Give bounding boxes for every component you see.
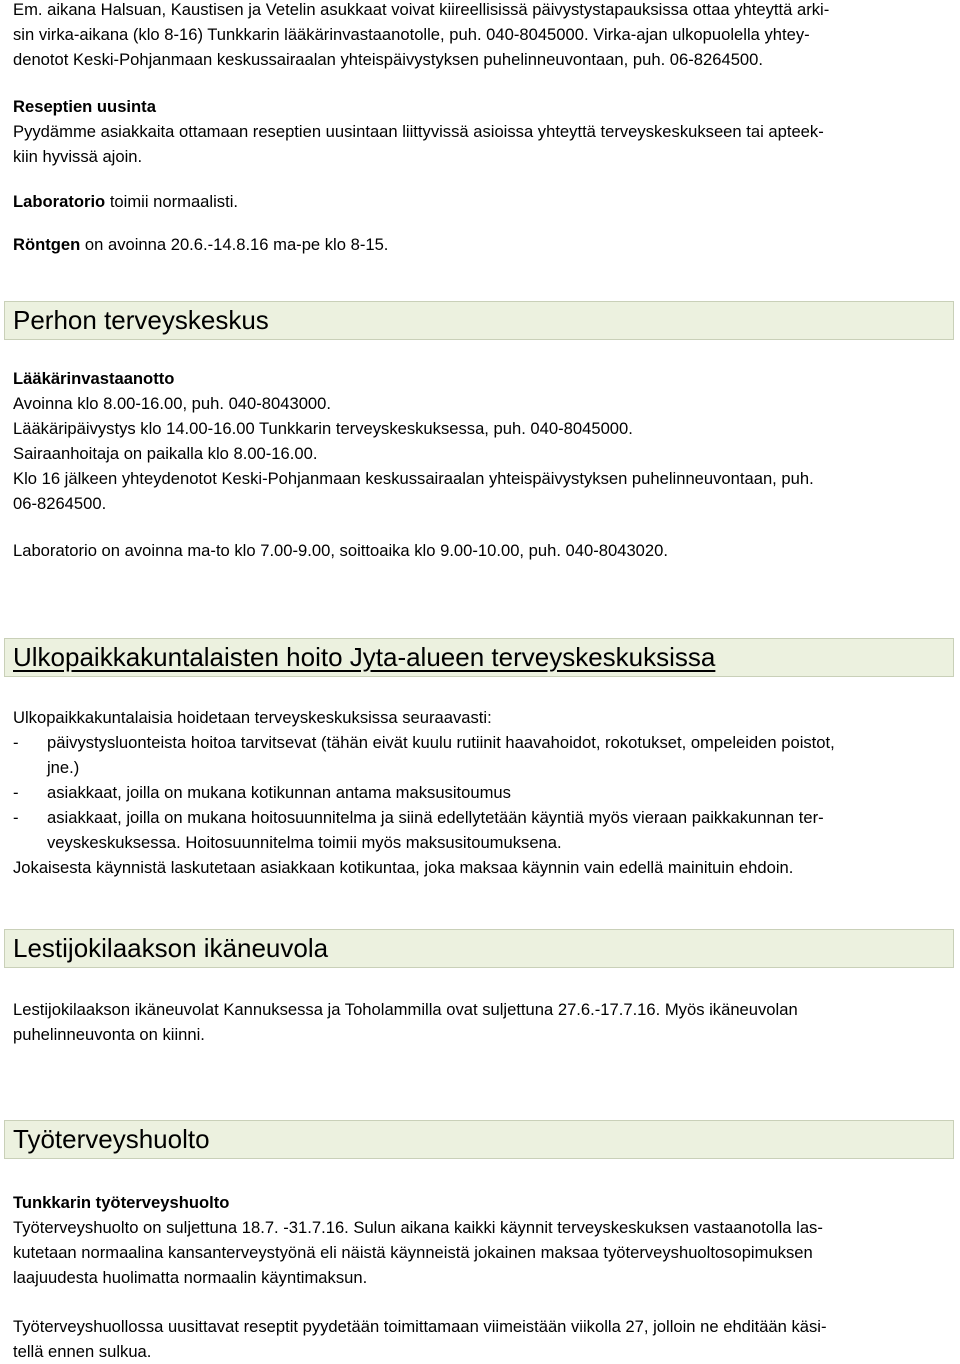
body-line: Lestijokilaakson ikäneuvolat Kannuksessa ja Toholammilla ovat suljettuna 27.6.-17.7.16. Myös ikäneuvolan xyxy=(13,1000,798,1019)
body-line: 06-8264500. xyxy=(13,494,107,513)
dash-bullet: - xyxy=(13,783,19,802)
occupational-health-section xyxy=(13,1190,943,1290)
dash-bullet: - xyxy=(13,808,19,827)
body-line: tellä ennen sulkua. xyxy=(13,1342,152,1361)
list-item xyxy=(13,730,943,780)
list-item-line: asiakkaat, joilla on mukana kotikunnan antama maksusitoumus xyxy=(47,783,511,802)
occupational-health-prescriptions xyxy=(13,1314,943,1364)
body-line: laajuudesta huolimatta normaalin käyntimaksun. xyxy=(13,1268,368,1287)
body-line: kutetaan normaalina kansanterveystyönä eli näistä käynneistä jokainen maksaa työterveyshuoltosopimuksen xyxy=(13,1243,813,1262)
section-title: Työterveyshuolto xyxy=(13,1124,210,1154)
laboratory-label: Laboratorio xyxy=(13,192,106,211)
body-line: Avoinna klo 8.00-16.00, puh. 040-8043000. xyxy=(13,394,331,413)
list-item-line: veyskeskuksessa. Hoitosuunnitelma toimii myös maksusitoumuksena. xyxy=(47,833,562,852)
dash-bullet: - xyxy=(13,733,19,752)
perho-health-center-section xyxy=(13,366,943,516)
list-item-line: jne.) xyxy=(47,758,80,777)
section-subheading: Lääkärinvastaanotto xyxy=(13,369,175,388)
section-header-box xyxy=(4,638,954,677)
laboratory-note xyxy=(13,189,943,214)
body-line: Lääkäripäivystys klo 14.00-16.00 Tunkkarin terveyskeskuksessa, puh. 040-8045000. xyxy=(13,419,633,438)
intro-line: denotot Keski-Pohjanmaan keskussairaalan yhteispäivystyksen puhelinneuvontaan, puh. 06-8264500. xyxy=(13,50,763,69)
section-title: Perhon terveyskeskus xyxy=(13,305,269,335)
body-line: Työterveyshuolto on suljettuna 18.7. -31.7.16. Sulun aikana kaikki käynnit terveyskeskuksen vastaanotolla las- xyxy=(13,1218,823,1237)
section-subheading: Tunkkarin työterveyshuolto xyxy=(13,1193,230,1212)
body-line: Pyydämme asiakkaita ottamaan reseptien uusintaan liittyvissä asioissa yhteyttä terveyskeskukseen tai apteek- xyxy=(13,122,824,141)
xray-label: Röntgen xyxy=(13,235,81,254)
intro-line: sin virka-aikana (klo 8-16) Tunkkarin lääkärinvastaanotolle, puh. 040-8045000. Virka-ajan ulkopuolella yhtey- xyxy=(13,25,810,44)
section-header-box xyxy=(4,1120,954,1159)
list-item-line: päivystysluonteista hoitoa tarvitsevat (tähän eivät kuulu rutiinit haavahoidot, rokotukset, ompeleiden poistot, xyxy=(47,733,835,752)
list-item xyxy=(13,780,943,805)
list-item-line: asiakkaat, joilla on mukana hoitosuunnitelma ja siinä edellytetään käyntiä myös vieraan paikkakunnan ter- xyxy=(47,808,824,827)
section-heading: Reseptien uusinta xyxy=(13,97,156,116)
section-header-box xyxy=(4,929,954,968)
body-line: puhelinneuvonta on kiinni. xyxy=(13,1025,205,1044)
body-line: Laboratorio on avoinna ma-to klo 7.00-9.00, soittoaika klo 9.00-10.00, puh. 040-8043020. xyxy=(13,541,668,560)
xray-text: on avoinna 20.6.-14.8.16 ma-pe klo 8-15. xyxy=(80,235,389,254)
body-line: Työterveyshuollossa uusittavat reseptit pyydetään toimittamaan viimeistään viikolla 27, jolloin ne ehditään käsi- xyxy=(13,1317,827,1336)
intro-line: Em. aikana Halsuan, Kaustisen ja Vetelin asukkaat voivat kiireellisissä päivystystapauksissa ottaa yhteyttä arki- xyxy=(13,0,830,19)
laboratory-text: toimii normaalisti. xyxy=(105,192,238,211)
body-line: kiin hyvissä ajoin. xyxy=(13,147,143,166)
prescription-renewal-section xyxy=(13,94,943,169)
body-line: Klo 16 jälkeen yhteydenotot Keski-Pohjanmaan keskussairaalan yhteispäivystyksen puhelinneuvontaan, puh. xyxy=(13,469,814,488)
list-item xyxy=(13,805,943,855)
section-title: Ulkopaikkakuntalaisten hoito Jyta-alueen terveyskeskuksissa xyxy=(13,642,716,672)
non-resident-care-section xyxy=(13,705,943,880)
section-title: Lestijokilaakson ikäneuvola xyxy=(13,933,329,963)
body-line: Sairaanhoitaja on paikalla klo 8.00-16.00. xyxy=(13,444,318,463)
section-header-box xyxy=(4,301,954,340)
body-line: Ulkopaikkakuntalaisia hoidetaan terveyskeskuksissa seuraavasti: xyxy=(13,708,492,727)
body-line: Jokaisesta käynnistä laskutetaan asiakkaan kotikuntaa, joka maksaa käynnin vain edellä mainituin ehdoin. xyxy=(13,858,794,877)
xray-note xyxy=(13,232,943,257)
perho-laboratory xyxy=(13,538,943,563)
elderly-clinic-section xyxy=(13,997,943,1047)
intro-paragraph xyxy=(13,0,943,72)
